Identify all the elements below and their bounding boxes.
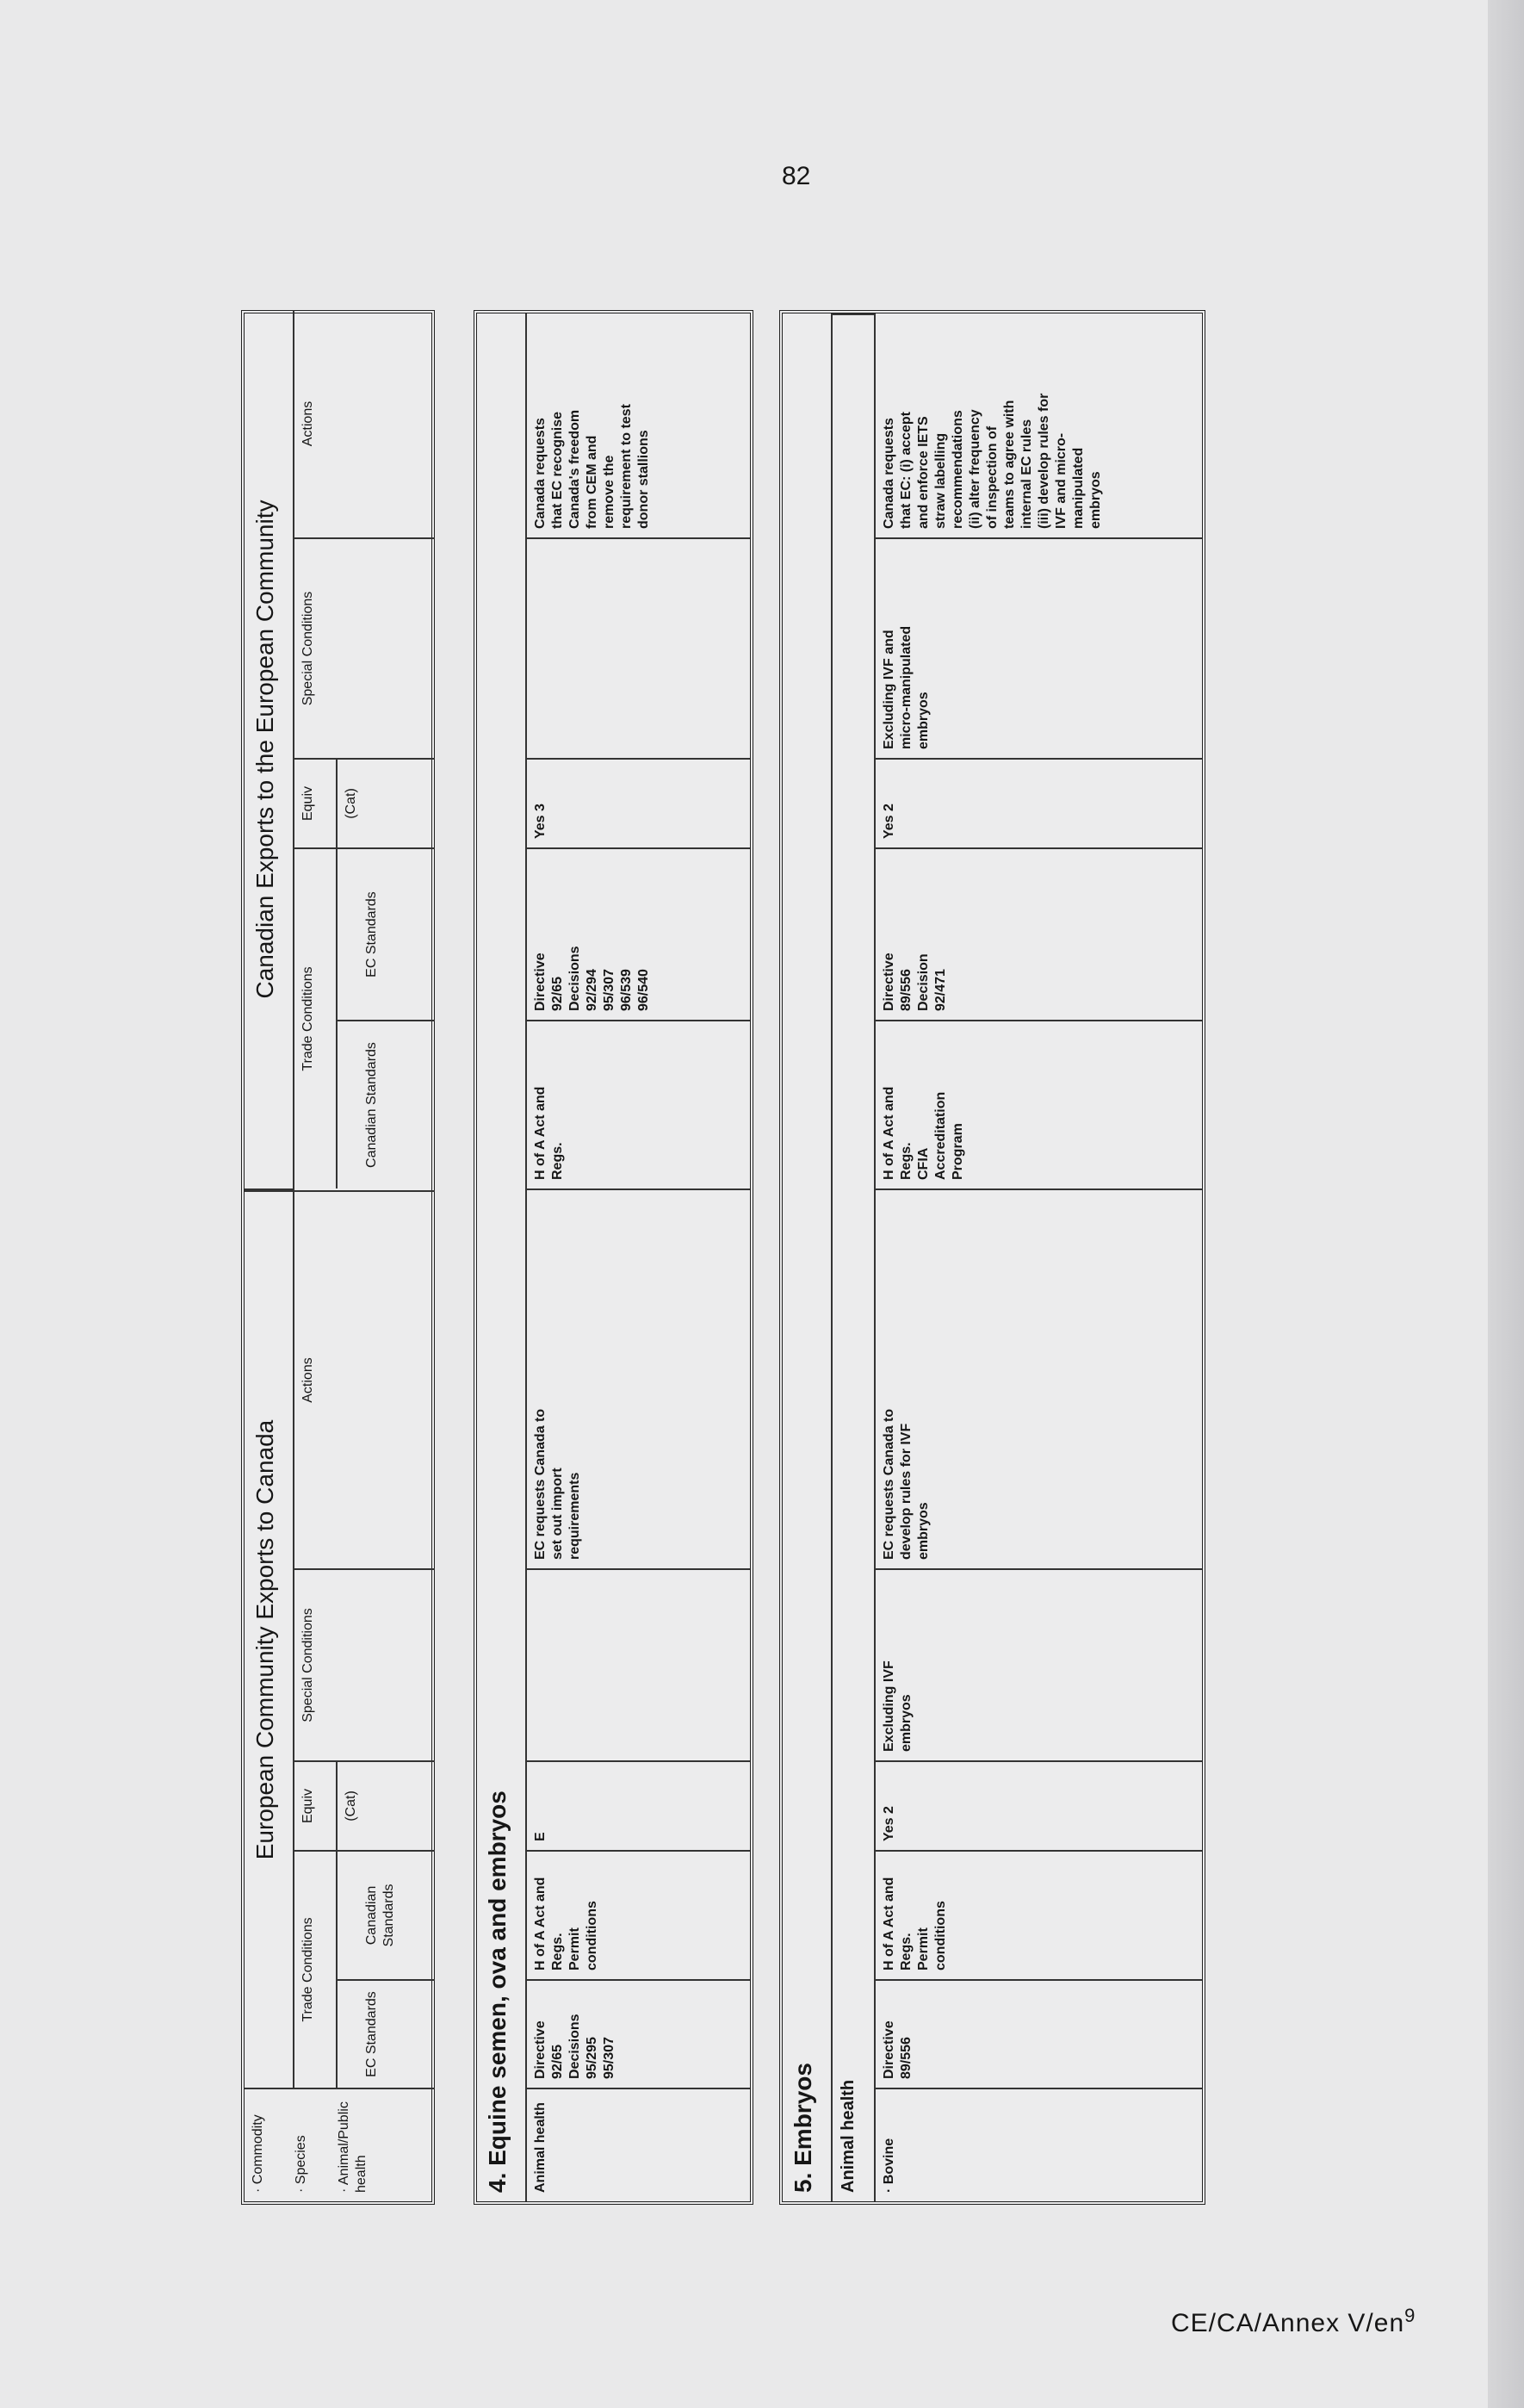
s5-eu-ec-standards: Directive 89/556	[876, 1979, 1202, 2088]
footer-code-suffix: 9	[1404, 2305, 1416, 2326]
s4-ca-ec-standards: Directive 92/65 Decisions 92/294 95/307 96/539 96/540	[527, 847, 750, 1020]
s5-eu-equiv: Yes 2	[876, 1760, 1202, 1850]
section-4-title: 4. Equine semen, ova and embryos	[477, 313, 527, 2201]
eu-equiv-header: Equiv	[294, 1760, 338, 1850]
eu-canadian-standards-header: Canadian Standards	[338, 1850, 435, 1979]
species-header: · Species	[294, 2135, 308, 2193]
s4-eu-ec-standards: Directive 92/65 Decisions 95/295 95/307	[527, 1979, 750, 2088]
s4-ca-actions: Canada requests that EC recognise Canada's freedom from CEM and remove the requirement to test donor stallions	[533, 404, 651, 529]
ca-special-conditions-header: Special Conditions	[294, 537, 435, 758]
s5-eu-canadian-standards: H of A Act and Regs. Permit conditions	[876, 1850, 1202, 1979]
s4-eu-canadian-standards: H of A Act and Regs. Permit conditions	[527, 1850, 750, 1979]
ca-equiv-header: Equiv	[294, 758, 338, 847]
s4-ca-equiv: Yes 3	[527, 758, 750, 847]
s5-eu-special: Excluding IVF embryos	[876, 1568, 1202, 1760]
eu-actions-header: Actions	[294, 1190, 435, 1568]
s4-eu-actions: EC requests Canada to set out import requirements	[527, 1188, 750, 1568]
page-number: 82	[782, 162, 811, 190]
ca-trade-conditions-header: Trade Conditions	[294, 847, 338, 1188]
section-5-subtitle: Animal health	[833, 313, 876, 2201]
s4-eu-special	[527, 1568, 750, 1760]
commodity-header: · Commodity	[251, 2114, 265, 2193]
s5-ca-actions: Canada requests that EC: (i) accept and enforce IETS straw labelling recommendations (ii) alter frequency of inspection of teams to agree with internal EC rules (iii) develop rules for IVF and micro- manipulated embryos	[882, 393, 1103, 529]
section-4-table	[474, 310, 753, 2205]
eu-ec-standards-header: EC Standards	[338, 1979, 435, 2088]
s4-eu-equiv: E	[527, 1760, 750, 1850]
ca-exports-title: Canadian Exports to the European Community	[245, 310, 294, 1190]
eu-exports-title: European Community Exports to Canada	[245, 1190, 294, 2088]
ca-actions-header: Actions	[300, 400, 315, 447]
eu-trade-conditions-header: Trade Conditions	[294, 1850, 338, 2088]
s4-ca-special	[527, 537, 750, 758]
section-5-table	[779, 310, 1205, 2205]
s4-ca-canadian-standards: H of A Act and Regs.	[527, 1020, 750, 1188]
s5-eu-actions: EC requests Canada to develop rules for IVF embryos	[876, 1188, 1202, 1568]
ca-cat-header: (Cat)	[338, 758, 435, 847]
page-edge	[1488, 0, 1524, 2408]
ca-canadian-standards-header: Canadian Standards	[338, 1020, 435, 1188]
section-5-title: 5. Embryos	[783, 313, 833, 2201]
s5-ca-ec-standards: Directive 89/556 Decision 92/471	[876, 847, 1202, 1020]
section-5-row-label: · Bovine	[876, 2088, 1202, 2201]
s5-ca-special: Excluding IVF and micro-manipulated embryos	[876, 537, 1202, 758]
eu-special-conditions-header: Special Conditions	[294, 1568, 435, 1760]
section-4-row-label: Animal health	[527, 2088, 750, 2201]
ca-ec-standards-header: EC Standards	[338, 847, 435, 1020]
s5-ca-equiv: Yes 2	[876, 758, 1202, 847]
animal-public-health-header: · Animal/Public health	[337, 2101, 369, 2193]
header-table	[241, 310, 435, 2205]
rotated-table-area	[241, 310, 1205, 2205]
footer-code-text: CE/CA/Annex V/en	[1171, 2309, 1405, 2337]
eu-cat-header: (Cat)	[338, 1760, 435, 1850]
s5-ca-canadian-standards: H of A Act and Regs. CFIA Accreditation Program	[876, 1020, 1202, 1188]
footer-code	[1171, 2305, 1416, 2338]
